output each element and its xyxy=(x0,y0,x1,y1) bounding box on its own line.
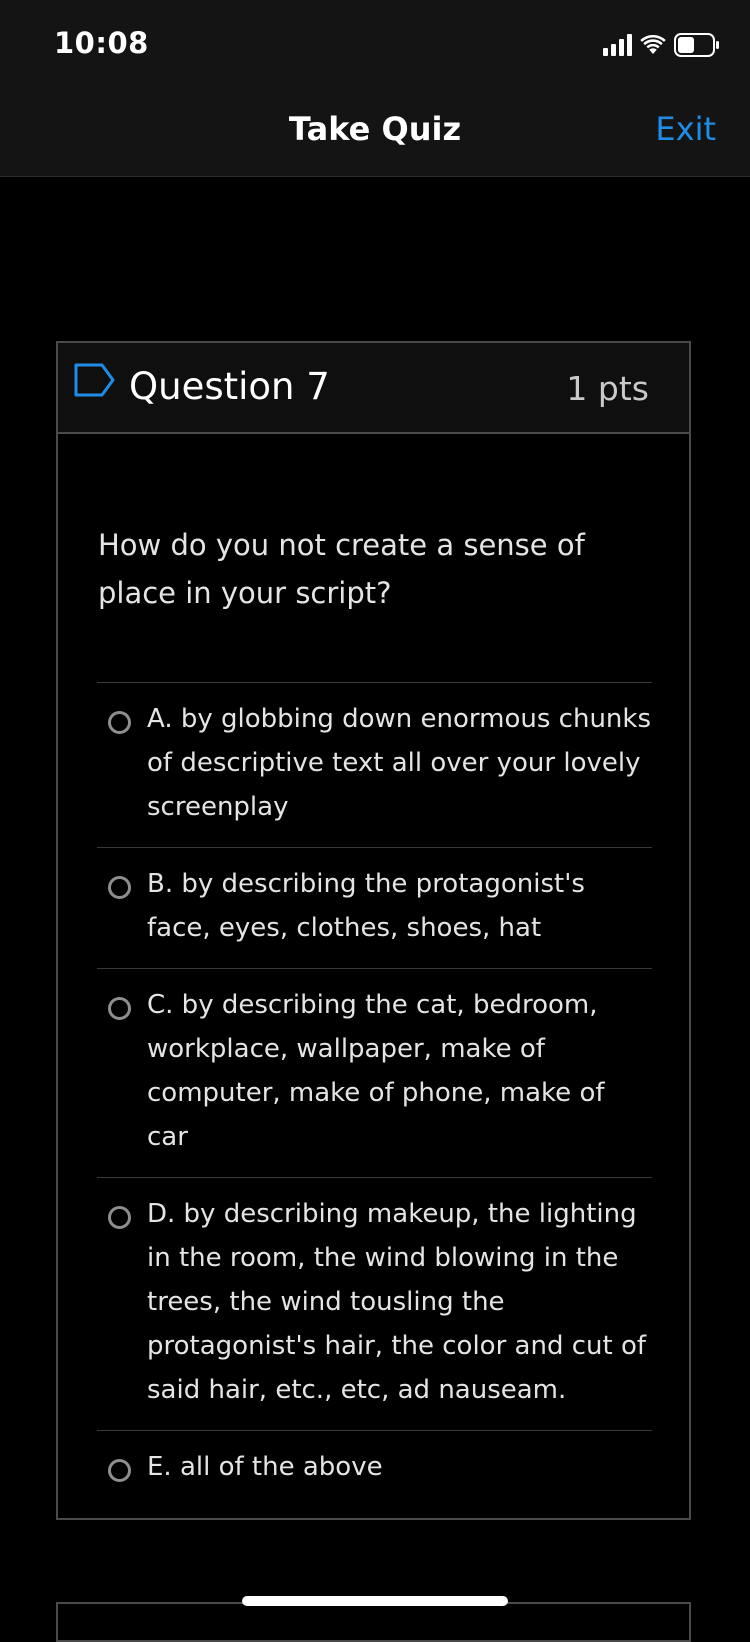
question-title: Question 7 xyxy=(129,365,330,408)
status-icons xyxy=(603,32,720,58)
wifi-icon xyxy=(640,35,666,55)
exit-button[interactable]: Exit xyxy=(655,110,716,148)
answer-option-a[interactable] xyxy=(97,683,652,848)
battery-icon xyxy=(674,33,720,57)
flag-outline-icon[interactable] xyxy=(74,363,116,403)
answer-option-d[interactable] xyxy=(97,1178,652,1431)
answer-label: E. all of the above xyxy=(147,1452,383,1482)
answer-label: C. by describing the cat, bedroom, workplace, wallpaper, make of computer, make of phone, make of car xyxy=(147,990,605,1152)
radio-button[interactable] xyxy=(108,876,131,899)
radio-button[interactable] xyxy=(108,1459,131,1482)
radio-button[interactable] xyxy=(108,997,131,1020)
answer-option-e[interactable] xyxy=(97,1431,652,1507)
answer-option-b[interactable] xyxy=(97,848,652,969)
question-header xyxy=(58,343,689,434)
signal-icon xyxy=(603,34,632,56)
answer-label: B. by describing the protagonist's face, eyes, clothes, shoes, hat xyxy=(147,869,585,943)
nav-bar xyxy=(0,88,750,177)
question-points: 1 pts xyxy=(566,369,649,408)
status-time: 10:08 xyxy=(54,26,149,60)
answer-option-c[interactable] xyxy=(97,969,652,1178)
page-title: Take Quiz xyxy=(288,110,462,148)
radio-button[interactable] xyxy=(108,1206,131,1229)
answer-label: D. by describing makeup, the lighting in the room, the wind blowing in the trees, the wind tousling the protagonist's hair, the color and cut of said hair, etc., etc, ad nauseam. xyxy=(147,1199,647,1405)
answer-list xyxy=(97,682,652,1507)
radio-button[interactable] xyxy=(108,711,131,734)
question-text: How do you not create a sense of place in your script? xyxy=(98,528,585,610)
next-question-card xyxy=(56,1602,691,1642)
status-bar xyxy=(0,0,750,88)
home-indicator[interactable] xyxy=(242,1596,508,1606)
answer-label: A. by globbing down enormous chunks of descriptive text all over your lovely screenplay xyxy=(147,704,652,822)
